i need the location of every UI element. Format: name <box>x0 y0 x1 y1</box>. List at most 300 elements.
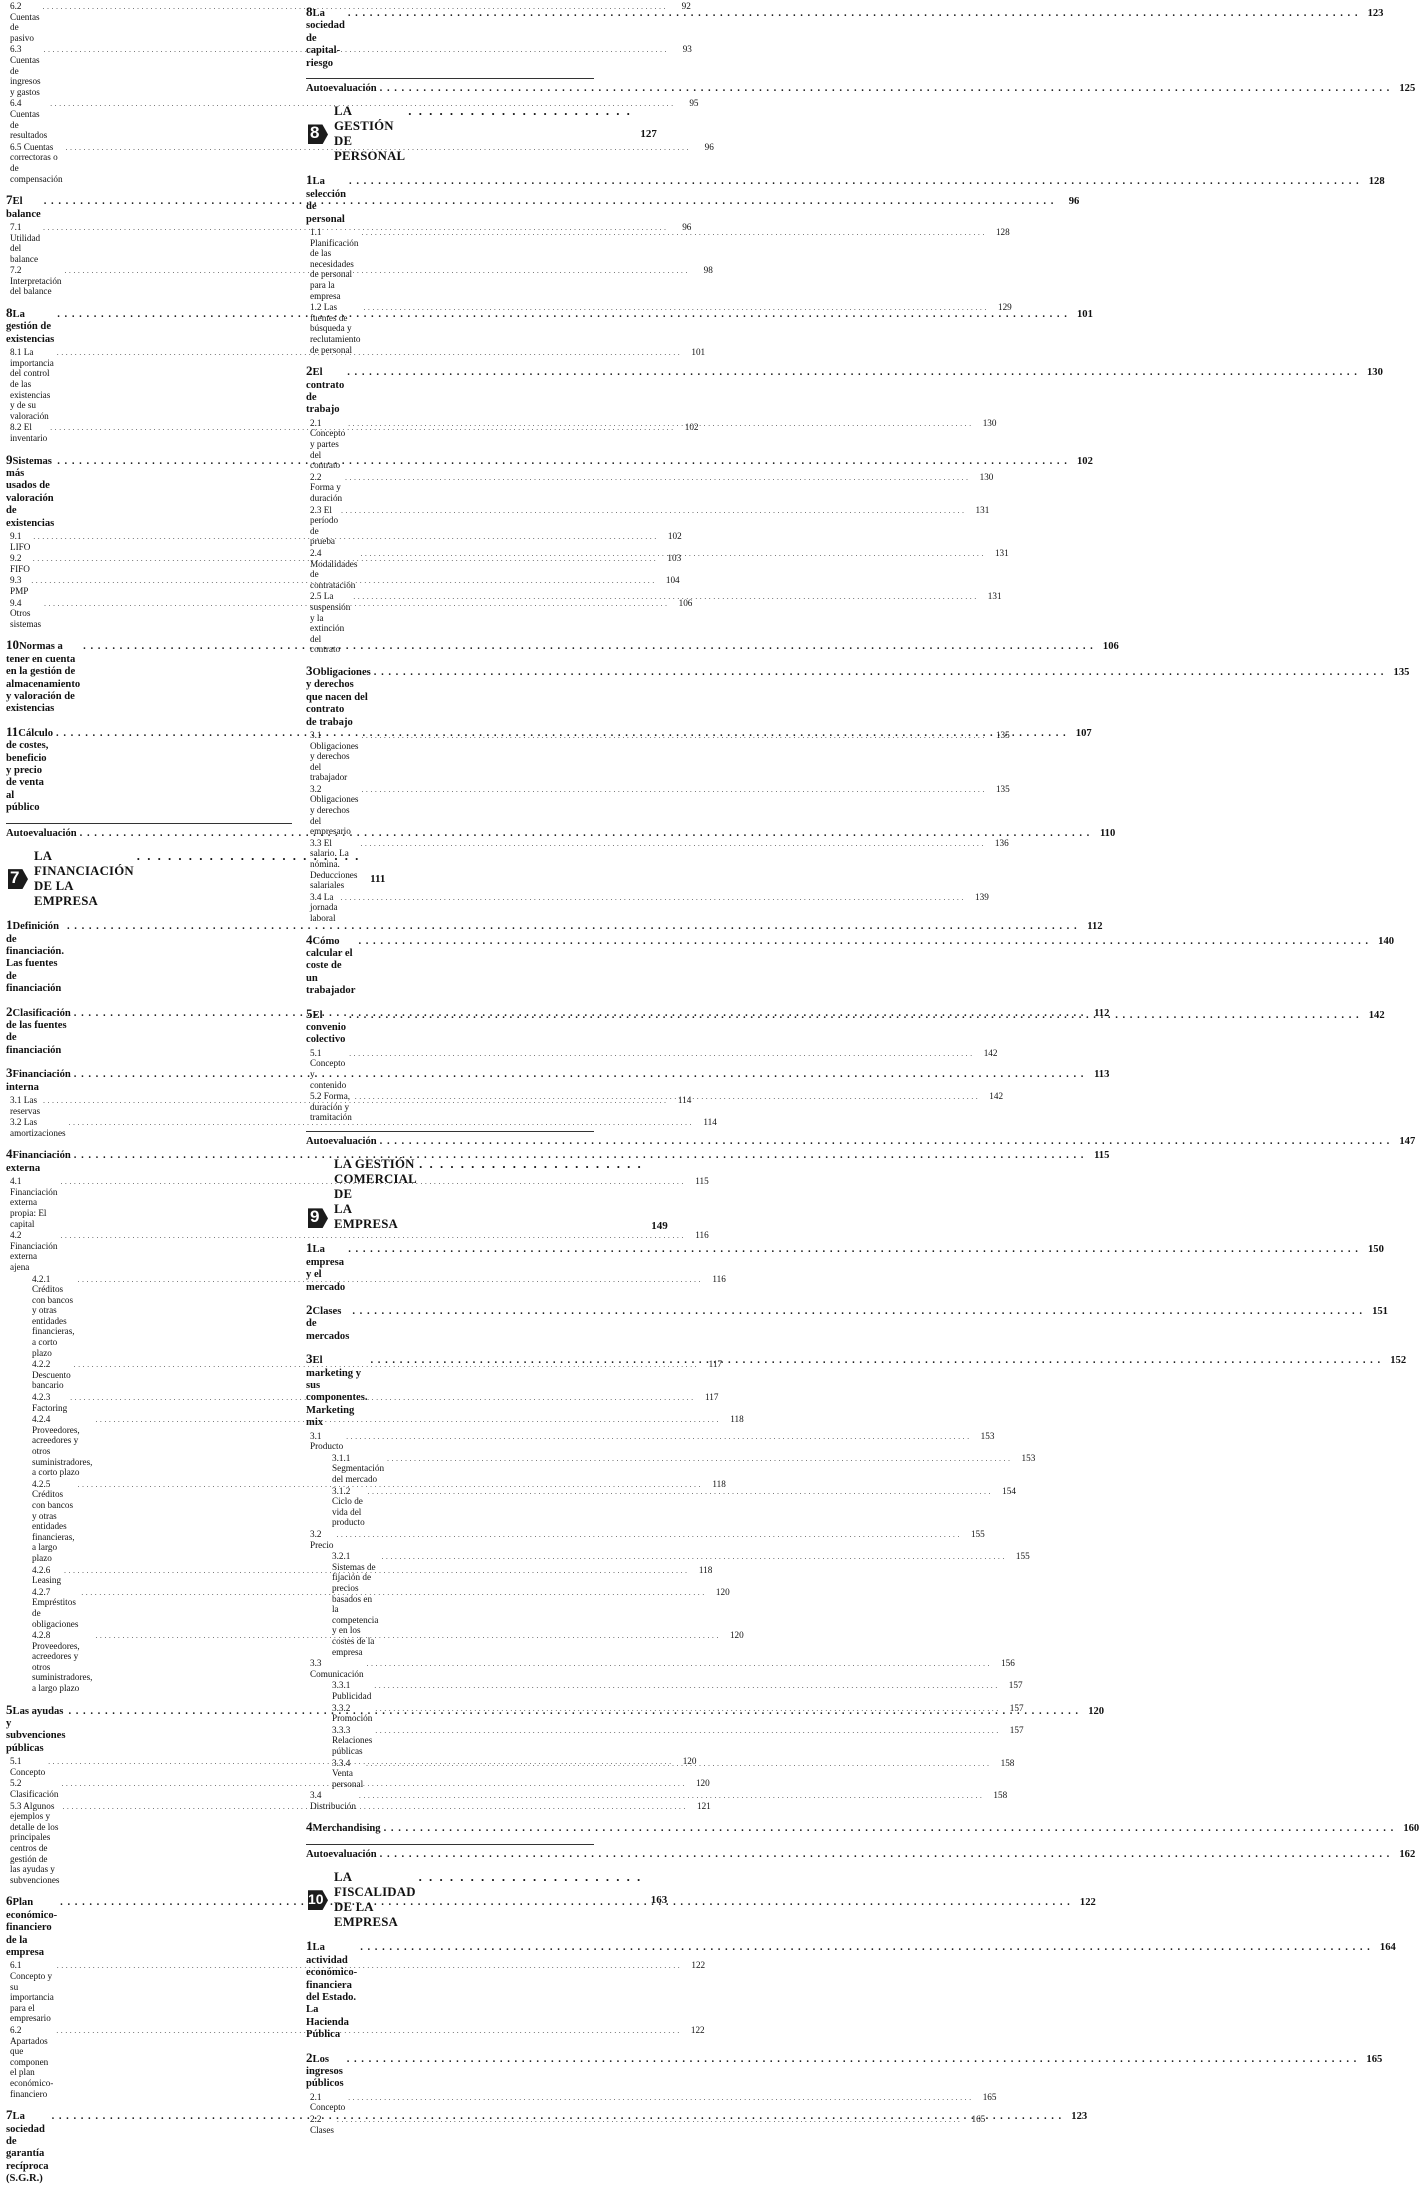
page-number: 96 <box>704 141 714 152</box>
entry-text: 4.2.5 Créditos con bancos y otras entidades financieras, a largo plazo <box>32 1478 75 1563</box>
entry-title <box>10 142 63 184</box>
chapter-number: 7 <box>10 868 20 888</box>
toc-subsection-entry[interactable] <box>310 837 1009 891</box>
entry-text: 4.2.8 Proveedores, acreedores y otros suministradores, a largo plazo <box>32 1630 93 1694</box>
page-number: 130 <box>982 417 997 428</box>
entry-text: Sistemas más usados de valoración de existencias <box>6 455 55 529</box>
entry-title <box>310 892 338 924</box>
entry-text: Autoevaluación <box>306 1848 377 1860</box>
page-number: 127 <box>640 128 657 141</box>
toc-subsection-entry[interactable] <box>32 1392 719 1413</box>
toc-subsection-entry[interactable] <box>32 1564 713 1586</box>
section-number: 7 <box>6 2107 13 2123</box>
page-number: 117 <box>705 1392 719 1403</box>
entry-text: 3.2.1 Sistemas de fijación de precios basados en la competencia y en los costes de la empresa <box>332 1551 379 1657</box>
section-number: 8 <box>306 4 313 19</box>
chapter-number-badge <box>306 1886 334 1914</box>
section-number: 3 <box>6 1065 13 1081</box>
entry-text: Definición de financiación. Las fuentes de financiación <box>6 921 64 995</box>
section-divider <box>306 78 594 79</box>
page-number: 123 <box>1071 2111 1088 2123</box>
page-number: 118 <box>730 1414 744 1425</box>
entry-text: 2.5 La suspensión y la extinción del contrato <box>310 591 351 655</box>
section-number: 1 <box>306 1938 313 1954</box>
chapter-title-wrap <box>334 1870 645 1930</box>
page-number: 103 <box>667 553 682 564</box>
page-number: 112 <box>1094 1007 1110 1019</box>
entry-title <box>6 307 54 346</box>
toc-subsection-entry[interactable] <box>332 1702 1024 1724</box>
entry-title <box>6 1701 66 1756</box>
entry-text: La selección de personal <box>306 176 347 225</box>
toc-subsection-entry[interactable] <box>10 1778 710 1800</box>
chapter-title: LA GESTIÓN COMERCIAL DE LA EMPRESA <box>334 1157 417 1232</box>
page-number: 101 <box>1076 309 1093 321</box>
entry-text: La gestión de existencias <box>6 309 55 345</box>
entry-text: Merchandising <box>312 1823 381 1835</box>
entry-text: 3.3.4 Venta personal <box>332 1757 364 1789</box>
entry-text: Clases de mercados <box>306 1306 350 1342</box>
toc-subsection-entry[interactable] <box>10 1117 717 1138</box>
entry-title <box>310 1790 356 1811</box>
entry-text: La sociedad de capital-riesgo <box>306 8 345 69</box>
entry-text: El marketing y sus componentes. Marketing mix <box>306 1355 368 1429</box>
page-number: 129 <box>997 302 1012 313</box>
page-number: 121 <box>696 1800 711 1811</box>
page-number: 149 <box>651 1220 668 1233</box>
dot-leader <box>355 1092 978 1103</box>
section-number: 9 <box>6 451 13 467</box>
page-number: 151 <box>1372 1306 1388 1318</box>
toc-section-entry[interactable] <box>306 2049 1383 2091</box>
entry-title <box>306 2049 344 2091</box>
page-number: 156 <box>1001 1658 1015 1669</box>
page-number: 125 <box>1399 83 1416 95</box>
page-number: 113 <box>1094 1069 1110 1081</box>
entry-title <box>6 451 55 530</box>
chapter-number: 9 <box>310 1207 320 1227</box>
toc-subsection-entry[interactable] <box>10 553 682 574</box>
toc-subsection-entry[interactable] <box>332 1680 1023 1701</box>
entry-text: 3.2 Precio <box>310 1529 334 1550</box>
entry-title <box>6 1895 57 1959</box>
toc-subsection-entry[interactable] <box>10 575 680 597</box>
chapter-number-badge <box>306 120 334 148</box>
entry-text: Normas a tener en cuenta en la gestión de almacenamiento y valoración de existencias <box>6 641 81 715</box>
entry-title <box>10 1176 57 1229</box>
entry-text: 6.2 Apartados que componen el plan económico-financiero <box>10 2025 54 2099</box>
toc-section-entry[interactable] <box>6 1146 1110 1175</box>
entry-text: 6.1 Concepto y su importancia para el empresario <box>10 1960 54 2024</box>
entry-title <box>310 302 361 355</box>
entry-text: 9.4 Otros sistemas <box>10 597 42 629</box>
section-number: 7 <box>6 192 13 208</box>
page-number: 110 <box>1099 827 1116 839</box>
entry-text: Financiación interna <box>6 1069 71 1093</box>
toc-subsection-entry[interactable] <box>310 1529 985 1550</box>
entry-text: 4.2.6 Leasing <box>32 1564 62 1586</box>
entry-title <box>32 1479 75 1564</box>
entry-title <box>332 1758 363 1790</box>
dot-leader <box>384 1823 1395 1835</box>
chapter-heading[interactable] <box>306 1870 668 1930</box>
entry-text: 3.3.1 Publicidad <box>332 1680 372 1701</box>
page-number: 135 <box>995 729 1010 740</box>
entry-title <box>310 1091 352 1123</box>
page-number: 120 <box>729 1630 744 1641</box>
page-number: 114 <box>703 1117 717 1128</box>
entry-title <box>310 730 358 783</box>
entry-title <box>306 1940 357 2041</box>
entry-text: El convenio colectivo <box>306 1009 347 1046</box>
entry-title <box>310 1048 346 1090</box>
toc-subsection-entry[interactable] <box>310 729 1010 783</box>
entry-title <box>310 505 338 547</box>
page-number: 102 <box>667 531 682 542</box>
entry-title <box>332 1453 384 1485</box>
entry-title <box>10 1778 58 1799</box>
dot-leader <box>348 1244 1359 1256</box>
page-number: 128 <box>995 227 1010 238</box>
toc-section-entry[interactable] <box>306 83 1416 95</box>
entry-title <box>6 2109 49 2185</box>
toc-subsection-entry[interactable] <box>10 531 682 552</box>
entry-text: 6.4 Cuentas de resultados <box>10 98 48 141</box>
entry-title <box>10 98 47 140</box>
dot-leader <box>349 176 1360 188</box>
toc-subsection-entry[interactable] <box>332 1485 1016 1528</box>
section-number: 4 <box>6 1146 13 1162</box>
entry-title <box>6 828 77 840</box>
chapter-title: LA GESTIÓN DE PERSONAL <box>334 104 406 164</box>
entry-text: 2.4 Modalidades de contratación <box>310 547 358 590</box>
page-number: 155 <box>970 1529 985 1540</box>
toc-section-entry[interactable] <box>6 827 1116 840</box>
dot-leader <box>361 228 984 239</box>
entry-text: 2.2 Forma y duración <box>310 471 343 503</box>
dot-leader <box>361 731 984 742</box>
entry-title <box>306 1005 347 1047</box>
page-number: 123 <box>1367 8 1384 19</box>
entry-text: La sociedad de garantía recíproca (S.G.R.) <box>6 2111 49 2185</box>
entry-text: 8.2 El inventario <box>10 422 48 444</box>
toc-subsection-entry[interactable] <box>310 1047 998 1090</box>
entry-title <box>10 1756 45 1777</box>
toc-subsection-entry[interactable] <box>10 141 714 184</box>
section-number: 3 <box>306 662 313 678</box>
chapter-heading[interactable] <box>306 1157 668 1233</box>
page-number: 131 <box>987 591 1002 602</box>
page-number: 96 <box>682 221 692 232</box>
toc-subsection-entry[interactable] <box>310 471 994 504</box>
entry-text: El balance <box>6 196 41 220</box>
chapter-title: LA FINANCIACIÓN DE LA EMPRESA <box>34 849 134 909</box>
dot-leader <box>347 367 1358 379</box>
page-number: 115 <box>695 1176 709 1187</box>
entry-title <box>306 174 346 226</box>
page-number: 153 <box>1021 1452 1036 1463</box>
dot-leader <box>348 8 1359 20</box>
entry-title <box>332 1486 365 1528</box>
entry-text: 6.5 Cuentas correctoras o de compensación <box>10 141 63 184</box>
entry-text: 3.2 Obligaciones y derechos del empresario <box>310 783 359 837</box>
dot-leader <box>408 104 632 119</box>
dot-leader <box>368 1487 991 1498</box>
entry-text: 3.3 El salario. La nómina. Deducciones salariales <box>310 837 358 891</box>
page-number: 128 <box>1368 176 1385 188</box>
toc-subsection-entry[interactable] <box>332 1724 1024 1757</box>
entry-text: 8.1 La importancia del control de las existencias y de su valoración <box>10 347 54 421</box>
page-number: 142 <box>983 1047 998 1058</box>
entry-text: 3.3.3 Relaciones públicas <box>332 1724 373 1756</box>
entry-text: 4.2.3 Factoring <box>32 1392 68 1413</box>
entry-title <box>306 6 345 70</box>
section-number: 4 <box>306 931 313 947</box>
dot-leader <box>419 1157 643 1172</box>
entry-text: El contrato de trabajo <box>306 367 345 416</box>
toc-section-entry[interactable] <box>306 1819 1419 1835</box>
entry-title <box>6 639 80 715</box>
entry-title <box>6 194 41 221</box>
toc-subsection-entry[interactable] <box>10 265 713 297</box>
section-number: 4 <box>306 1819 313 1835</box>
section-divider <box>306 1844 594 1845</box>
page-number: 96 <box>1068 196 1080 208</box>
entry-text: Autoevaluación <box>6 827 77 839</box>
toc-section-entry[interactable] <box>306 1302 1388 1343</box>
entry-text: Cálculo de costes, beneficio y precio de venta al público <box>6 727 54 814</box>
toc-subsection-entry[interactable] <box>310 783 1010 837</box>
page-number: 164 <box>1379 1942 1396 1954</box>
toc-subsection-entry[interactable] <box>310 1658 1015 1679</box>
page-number: 122 <box>690 2025 705 2035</box>
page-number: 158 <box>993 1790 1008 1801</box>
entry-text: Clasificación de las fuentes de financiación <box>6 1007 71 1056</box>
entry-title <box>10 1230 57 1272</box>
toc-subsection-entry[interactable] <box>310 2091 997 2113</box>
dot-leader <box>380 1136 1391 1148</box>
page-number: 98 <box>703 265 713 276</box>
page-number: 104 <box>665 575 680 586</box>
page-number: 153 <box>980 1430 995 1441</box>
toc-subsection-entry[interactable] <box>32 1586 730 1629</box>
page-number: 107 <box>1075 727 1092 739</box>
page-number: 140 <box>1378 935 1395 947</box>
toc-subsection-entry[interactable] <box>310 891 989 924</box>
entry-text: 3.3 Comunicación <box>310 1658 364 1679</box>
page-number: 131 <box>975 504 990 515</box>
page-number: 155 <box>1015 1551 1030 1562</box>
entry-text: Autoevaluación <box>306 83 377 95</box>
entry-text: Obligaciones y derechos que nacen del contrato de trabajo <box>306 666 371 728</box>
page-number: 116 <box>712 1273 726 1284</box>
entry-title <box>310 591 350 655</box>
entry-title <box>10 1801 60 1886</box>
page-number: 120 <box>682 1756 697 1767</box>
page-number: 111 <box>370 873 386 886</box>
entry-text: Los ingresos públicos <box>306 2053 344 2090</box>
dot-leader <box>346 1432 969 1443</box>
dot-leader <box>360 839 983 850</box>
page-number: 158 <box>1000 1757 1015 1768</box>
toc-subsection-entry[interactable] <box>310 2113 986 2135</box>
section-number: 11 <box>6 723 19 739</box>
page-number: 135 <box>995 783 1010 794</box>
dot-leader <box>341 506 964 517</box>
entry-title <box>306 662 371 729</box>
entry-text: 3.4 La jornada laboral <box>310 891 338 923</box>
toc-section-entry[interactable] <box>306 662 1410 729</box>
entry-title <box>332 1551 378 1657</box>
toc-subsection-entry[interactable] <box>10 422 699 444</box>
page-number: 112 <box>1087 921 1103 933</box>
dot-leader <box>366 1759 989 1770</box>
dot-leader <box>360 1942 1371 1954</box>
page-number: 115 <box>1094 1150 1110 1162</box>
dot-leader <box>341 893 964 904</box>
chapter-title: LA FISCALIDAD DE LA EMPRESA <box>334 1870 416 1930</box>
entry-title <box>310 1529 333 1550</box>
dot-leader <box>375 1726 998 1737</box>
dot-leader <box>361 785 984 796</box>
page-number: 92 <box>681 1 691 11</box>
page-number: 106 <box>1102 641 1119 653</box>
entry-title <box>32 1630 92 1694</box>
dot-leader <box>353 592 976 603</box>
page-number: 116 <box>695 1230 709 1241</box>
entry-title <box>6 1003 71 1058</box>
page-number: 139 <box>975 891 989 902</box>
page-number: 120 <box>695 1778 710 1789</box>
page-number: 102 <box>1076 455 1093 467</box>
dot-leader <box>360 549 983 560</box>
page-number: 147 <box>1399 1136 1416 1147</box>
page-number: 135 <box>1393 666 1410 678</box>
section-number: 2 <box>306 363 313 379</box>
dot-leader <box>337 2115 960 2126</box>
entry-title <box>6 1067 71 1094</box>
section-number: 1 <box>306 172 313 188</box>
entry-title <box>10 422 47 443</box>
entry-title <box>6 1148 71 1175</box>
entry-text: 4.2.1 Créditos con bancos y otras entidades financieras, a corto plazo <box>32 1273 75 1358</box>
entry-text: 3.1.2 Ciclo de vida del producto <box>332 1485 365 1528</box>
entry-text: 3.2 Las amortizaciones <box>10 1117 66 1138</box>
entry-title <box>10 222 40 264</box>
entry-title <box>32 1414 92 1478</box>
page-number: 157 <box>1009 1702 1024 1713</box>
toc-section-entry[interactable] <box>306 1848 1416 1861</box>
toc-subsection-entry[interactable] <box>310 1430 995 1452</box>
page-number: 130 <box>979 471 994 482</box>
entry-title <box>310 2114 334 2135</box>
dot-leader <box>374 667 1385 679</box>
dot-leader <box>358 936 1369 948</box>
entry-title <box>10 1117 66 1138</box>
entry-title <box>310 784 358 837</box>
entry-text: 7.2 Interpretación del balance <box>10 265 62 297</box>
toc-section-entry[interactable] <box>306 931 1395 998</box>
page-number: 165 <box>971 2113 986 2124</box>
entry-text: 3.1.1 Segmentación del mercado <box>332 1452 385 1485</box>
page-number: 95 <box>689 98 699 109</box>
entry-title <box>306 1821 381 1835</box>
page-number: 160 <box>1403 1823 1419 1835</box>
dot-leader <box>349 1007 1360 1022</box>
section-divider <box>306 1131 594 1132</box>
dot-leader <box>347 2054 1358 2066</box>
entry-title <box>10 598 41 630</box>
entry-title <box>306 931 356 998</box>
entry-text: 6.3 Cuentas de ingresos y gastos <box>10 44 41 97</box>
entry-text: Plan económico-financiero de la empresa <box>6 1897 58 1959</box>
entry-text: 3.1 Obligaciones y derechos del trabajador <box>310 729 359 783</box>
chapter-heading[interactable] <box>306 104 657 164</box>
entry-text: 2.2 Clases <box>310 2113 334 2135</box>
entry-text: 2.3 El período de prueba <box>310 504 339 547</box>
entry-text: 3.1 Las reservas <box>10 1094 41 1116</box>
section-number: 10 <box>6 637 19 653</box>
entry-text: 5.1 Concepto y contenido <box>310 1047 347 1090</box>
toc-section-entry[interactable] <box>306 363 1383 417</box>
dot-leader <box>345 473 968 484</box>
entry-title <box>10 1 40 43</box>
entry-title <box>310 227 358 301</box>
page-number: 122 <box>1079 1897 1096 1909</box>
section-number: 2 <box>306 2049 313 2065</box>
chapter-title-wrap <box>334 104 635 164</box>
page-number: 165 <box>982 2091 997 2102</box>
toc-subsection-entry[interactable] <box>32 1359 723 1391</box>
entry-title <box>6 919 64 995</box>
entry-text: 5.2 Forma, duración y tramitación <box>310 1091 352 1123</box>
page-number: 163 <box>650 1894 668 1907</box>
entry-title <box>332 1703 372 1724</box>
dot-leader <box>381 1552 1004 1563</box>
entry-text: 3.1 Producto <box>310 1430 344 1452</box>
section-number: 1 <box>306 1240 313 1256</box>
page-number: 136 <box>994 837 1009 848</box>
entry-title <box>10 1960 54 2024</box>
entry-text: 9.1 LIFO <box>10 531 31 552</box>
dot-leader <box>387 1454 1010 1465</box>
entry-text: 4.2.7 Empréstitos de obligaciones <box>32 1586 79 1629</box>
entry-text: Autoevaluación <box>306 1136 377 1147</box>
entry-title <box>10 553 30 574</box>
entry-title <box>310 472 342 504</box>
entry-text: 4.1 Financiación externa propia: El capital <box>10 1176 58 1229</box>
page-number: 152 <box>1390 1355 1407 1367</box>
dot-leader <box>348 419 971 430</box>
entry-title <box>6 723 54 815</box>
entry-text: La empresa y el mercado <box>306 1244 346 1293</box>
chapter-number-badge <box>6 865 34 893</box>
dot-leader <box>371 1355 1382 1367</box>
section-number: 5 <box>6 1701 13 1717</box>
page-number: 106 <box>678 597 693 608</box>
entry-title <box>332 1680 371 1701</box>
page-number: 131 <box>994 547 1009 558</box>
entry-text: 4.2.2 Descuento bancario <box>32 1359 71 1391</box>
dot-leader <box>367 1659 990 1670</box>
entry-title <box>310 1658 364 1679</box>
toc-section-entry[interactable] <box>306 1136 1416 1148</box>
entry-text: 5.1 Concepto <box>10 1756 46 1777</box>
dot-leader <box>359 1791 982 1802</box>
dot-leader <box>364 303 987 314</box>
page-number: 142 <box>1368 1009 1385 1021</box>
page-number: 130 <box>1366 367 1383 379</box>
